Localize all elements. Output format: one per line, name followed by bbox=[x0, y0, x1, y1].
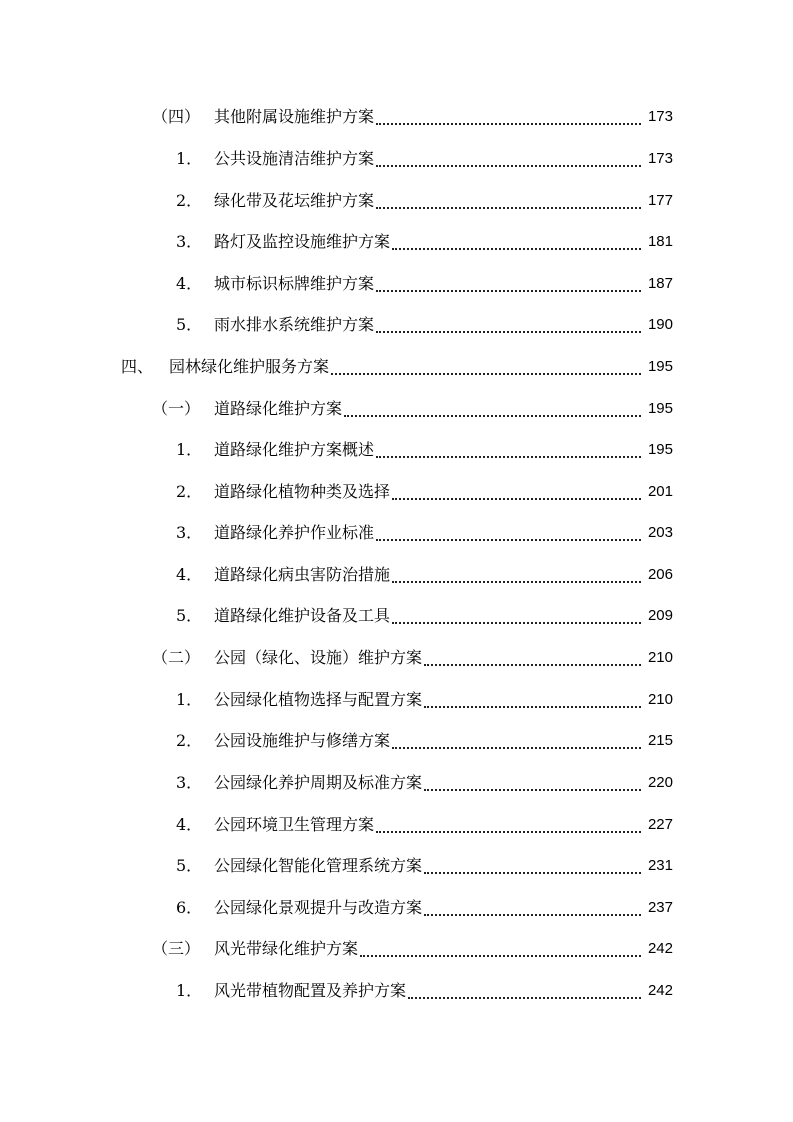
toc-entry-page: 242 bbox=[647, 982, 673, 999]
dot-leader bbox=[376, 831, 641, 833]
toc-entry-title: 雨水排水系统维护方案 bbox=[214, 315, 375, 334]
dot-leader bbox=[376, 331, 641, 333]
toc-entry-number: 4． bbox=[176, 815, 203, 834]
toc-entry[interactable] bbox=[0, 438, 793, 462]
toc-entry-title: 公园（绿化、设施）维护方案 bbox=[214, 648, 423, 667]
dot-leader bbox=[344, 415, 641, 417]
toc-entry-page: 209 bbox=[647, 607, 673, 624]
toc-entry[interactable] bbox=[0, 230, 793, 254]
toc-entry[interactable] bbox=[0, 355, 793, 379]
toc-entry-title: 路灯及监控设施维护方案 bbox=[214, 232, 391, 251]
toc-entry[interactable] bbox=[0, 646, 793, 670]
toc-entry[interactable] bbox=[0, 313, 793, 337]
toc-entry-title: 城市标识标牌维护方案 bbox=[214, 274, 375, 293]
toc-entry-number: 2． bbox=[176, 191, 203, 210]
toc-entry-number: 2． bbox=[176, 731, 203, 750]
toc-entry-page: 201 bbox=[647, 483, 673, 500]
toc-entry-title: 道路绿化维护方案 bbox=[214, 399, 343, 418]
dot-leader bbox=[376, 456, 641, 458]
toc-entry[interactable] bbox=[0, 105, 793, 129]
toc-entry[interactable] bbox=[0, 397, 793, 421]
toc-entry-number: （一） bbox=[152, 399, 201, 418]
toc-entry-title: 公园绿化景观提升与改造方案 bbox=[214, 898, 423, 917]
toc-entry-number: （四） bbox=[152, 107, 201, 126]
dot-leader bbox=[376, 165, 641, 167]
dot-leader bbox=[376, 290, 641, 292]
dot-leader bbox=[392, 498, 641, 500]
dot-leader bbox=[376, 539, 641, 541]
toc-entry-page: 215 bbox=[647, 732, 673, 749]
toc-entry-number: 4． bbox=[176, 565, 203, 584]
toc-entry-title: 风光带绿化维护方案 bbox=[214, 939, 359, 958]
toc-entry-title: 道路绿化植物种类及选择 bbox=[214, 482, 391, 501]
toc-entry[interactable] bbox=[0, 688, 793, 712]
toc-entry-title: 公园设施维护与修缮方案 bbox=[214, 731, 391, 750]
toc-entry-page: 177 bbox=[647, 192, 673, 209]
dot-leader bbox=[360, 955, 641, 957]
toc-entry[interactable] bbox=[0, 604, 793, 628]
toc-entry-page: 195 bbox=[647, 441, 673, 458]
toc-entry-title: 道路绿化病虫害防治措施 bbox=[214, 565, 391, 584]
toc-entry-title: 公共设施清洁维护方案 bbox=[214, 149, 375, 168]
toc-entry[interactable] bbox=[0, 813, 793, 837]
toc-entry-page: 220 bbox=[647, 774, 673, 791]
toc-entry-number: 6． bbox=[176, 898, 203, 917]
toc-entry-page: 195 bbox=[647, 400, 673, 417]
toc-entry-title: 其他附属设施维护方案 bbox=[214, 107, 375, 126]
toc-entry-number: 1． bbox=[176, 981, 203, 1000]
toc-entry-title: 公园绿化养护周期及标准方案 bbox=[214, 773, 423, 792]
toc-entry[interactable] bbox=[0, 563, 793, 587]
dot-leader bbox=[408, 997, 641, 999]
toc-entry-title: 风光带植物配置及养护方案 bbox=[214, 981, 407, 1000]
toc-entry-title: 道路绿化维护方案概述 bbox=[214, 440, 375, 459]
toc-entry-number: 5． bbox=[176, 606, 203, 625]
toc-entry-page: 173 bbox=[647, 108, 673, 125]
dot-leader bbox=[376, 123, 641, 125]
toc-entry-page: 195 bbox=[647, 358, 673, 375]
toc-entry-number: 1． bbox=[176, 440, 203, 459]
toc-entry-number: 5． bbox=[176, 315, 203, 334]
toc-entry[interactable] bbox=[0, 854, 793, 878]
dot-leader bbox=[392, 622, 641, 624]
toc-entry-page: 210 bbox=[647, 649, 673, 666]
dot-leader bbox=[424, 664, 641, 666]
toc-entry-page: 190 bbox=[647, 316, 673, 333]
toc-entry-number: 3． bbox=[176, 523, 203, 542]
toc-entry[interactable] bbox=[0, 729, 793, 753]
toc-entry[interactable] bbox=[0, 937, 793, 961]
toc-entry-title: 公园绿化智能化管理系统方案 bbox=[214, 856, 423, 875]
dot-leader bbox=[392, 747, 641, 749]
toc-entry-page: 237 bbox=[647, 899, 673, 916]
toc-entry-page: 173 bbox=[647, 150, 673, 167]
dot-leader bbox=[424, 789, 641, 791]
toc-entry[interactable] bbox=[0, 979, 793, 1003]
dot-leader bbox=[331, 373, 641, 375]
toc-entry-number: （二） bbox=[152, 648, 201, 667]
dot-leader bbox=[424, 914, 641, 916]
toc-entry-page: 242 bbox=[647, 940, 673, 957]
toc-entry-number: 5． bbox=[176, 856, 203, 875]
toc-entry-number: 3． bbox=[176, 232, 203, 251]
toc-entry-number: （三） bbox=[152, 939, 201, 958]
dot-leader bbox=[376, 207, 641, 209]
toc-entry-number: 3． bbox=[176, 773, 203, 792]
toc-entry-number: 1． bbox=[176, 690, 203, 709]
toc-entry[interactable] bbox=[0, 771, 793, 795]
toc-entry-page: 227 bbox=[647, 816, 673, 833]
toc-entry[interactable] bbox=[0, 521, 793, 545]
toc-entry-title: 公园绿化植物选择与配置方案 bbox=[214, 690, 423, 709]
dot-leader bbox=[424, 872, 641, 874]
toc-entry[interactable] bbox=[0, 272, 793, 296]
toc-entry-number: 4． bbox=[176, 274, 203, 293]
toc-entry-page: 203 bbox=[647, 524, 673, 541]
toc-entry-page: 187 bbox=[647, 275, 673, 292]
toc-entry-title: 道路绿化养护作业标准 bbox=[214, 523, 375, 542]
toc-entry[interactable] bbox=[0, 896, 793, 920]
toc-entry-number: 1． bbox=[176, 149, 203, 168]
toc-entry[interactable] bbox=[0, 189, 793, 213]
toc-entry-page: 231 bbox=[647, 857, 673, 874]
toc-entry-page: 181 bbox=[647, 233, 673, 250]
toc-entry-page: 206 bbox=[647, 566, 673, 583]
toc-entry-page: 210 bbox=[647, 691, 673, 708]
toc-entry-title: 公园环境卫生管理方案 bbox=[214, 815, 375, 834]
toc-entry-number: 四、 bbox=[121, 357, 154, 376]
toc-entry-title: 绿化带及花坛维护方案 bbox=[214, 191, 375, 210]
dot-leader bbox=[392, 248, 641, 250]
toc-entry-title: 园林绿化维护服务方案 bbox=[169, 357, 330, 376]
dot-leader bbox=[392, 581, 641, 583]
toc-entry[interactable] bbox=[0, 147, 793, 171]
toc-entry[interactable] bbox=[0, 480, 793, 504]
toc-entry-number: 2． bbox=[176, 482, 203, 501]
toc-entry-title: 道路绿化维护设备及工具 bbox=[214, 606, 391, 625]
dot-leader bbox=[424, 706, 641, 708]
